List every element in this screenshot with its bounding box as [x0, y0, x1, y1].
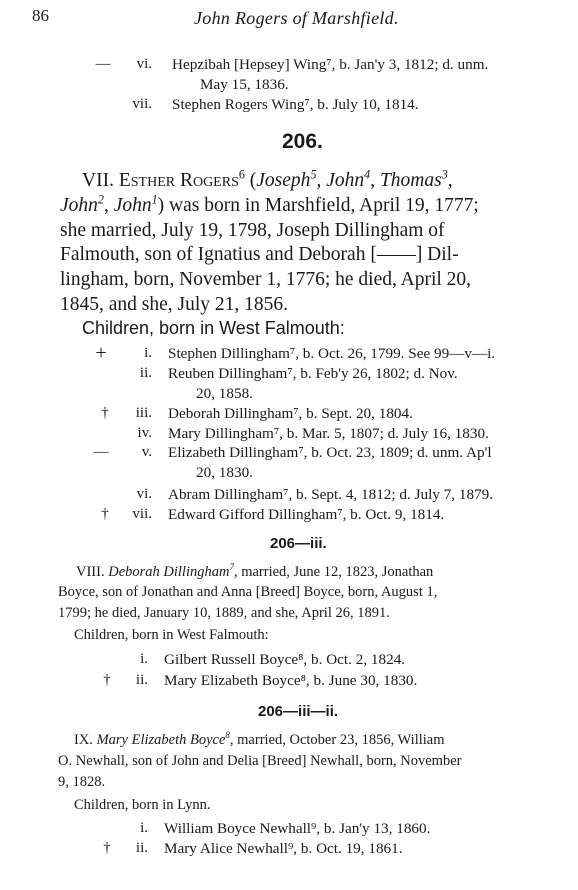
- entry-text: Abram Dillingham⁷, b. Sept. 4, 1812; d. July 7, 1879.: [168, 486, 494, 503]
- paragraph-line: John$^2$, John$^1$) was born in Marshfield, April 19, 1777;: [60, 192, 479, 216]
- entry-number: i.: [140, 651, 148, 667]
- paragraph-line: O. Newhall, son of John and Delia [Breed] Newhall, born, November: [58, 753, 462, 769]
- section-heading: 206—iii.: [270, 535, 327, 552]
- paragraph-line: VIII. Deborah Dillingham$^7$, married, June 12, 1823, Jonathan: [76, 562, 434, 580]
- entry-text: Elizabeth Dillingham⁷, b. Oct. 23, 1809; d. unm. Ap'l: [168, 444, 492, 461]
- section-heading: 206.: [282, 130, 323, 153]
- paragraph-line: IX. Mary Elizabeth Boyce$^8$, married, October 23, 1856, William: [74, 730, 445, 748]
- page-number: 86: [32, 6, 49, 25]
- entry-number: vi.: [136, 56, 152, 72]
- children-intro: Children, born in Lynn.: [74, 797, 211, 813]
- entry-number: vi.: [136, 486, 152, 502]
- children-intro: Children, born in West Falmouth:: [74, 627, 269, 643]
- paragraph-line: VII. Esther Rogers$^6$ (Joseph$^5$, John$^4$, Thomas$^3$,: [82, 167, 453, 191]
- entry-mark: †: [103, 672, 111, 688]
- entry-continuation: 20, 1830.: [196, 464, 253, 481]
- entry-mark: +: [95, 342, 107, 364]
- entry-number: i.: [144, 345, 152, 361]
- section-heading: 206—iii—ii.: [258, 703, 339, 720]
- entry-text: Edward Gifford Dillingham⁷, b. Oct. 9, 1814.: [168, 506, 445, 523]
- person-name: Esther Rogers: [118, 170, 239, 191]
- entry-number: iii.: [135, 405, 152, 421]
- paragraph-line: she married, July 19, 1798, Joseph Dillingham of: [60, 220, 445, 241]
- entry-text: Mary Dillingham⁷, b. Mar. 5, 1807; d. July 16, 1830.: [168, 425, 489, 442]
- entry-mark: —: [93, 444, 109, 460]
- entry-text: Reuben Dillingham⁷, b. Feb'y 26, 1802; d. Nov.: [168, 365, 458, 382]
- running-head: John Rogers of Marshfield.: [194, 8, 399, 28]
- entry-text: Stephen Dillingham⁷, b. Oct. 26, 1799. See 99—v—i.: [168, 345, 496, 362]
- entry-number: v.: [141, 444, 152, 460]
- entry-number: ii.: [135, 840, 148, 856]
- entry-number: iv.: [137, 425, 152, 441]
- generation-numeral: VII.: [82, 170, 114, 191]
- entry-text: Stephen Rogers Wing⁷, b. July 10, 1814.: [172, 96, 419, 113]
- entry-number: i.: [140, 820, 148, 836]
- paragraph-line: 1845, and she, July 21, 1856.: [60, 294, 289, 315]
- entry-number: ii.: [135, 672, 148, 688]
- children-intro: Children, born in West Falmouth:: [82, 318, 345, 338]
- entry-number: vii.: [132, 96, 152, 112]
- entry-text: Deborah Dillingham⁷, b. Sept. 20, 1804.: [168, 405, 413, 422]
- entry-number: vii.: [132, 506, 152, 522]
- entry-text: William Boyce Newhall⁹, b. Jan'y 13, 1860.: [164, 820, 431, 837]
- paragraph-line: lingham, born, November 1, 1776; he died, April 20,: [60, 269, 472, 290]
- paragraph-line: Boyce, son of Jonathan and Anna [Breed] Boyce, born, August 1,: [58, 584, 438, 600]
- paragraph-line: 9, 1828.: [58, 774, 106, 790]
- entry-continuation: 20, 1858.: [196, 385, 253, 402]
- entry-text: Mary Alice Newhall⁹, b. Oct. 19, 1861.: [164, 840, 403, 857]
- entry-text: Mary Elizabeth Boyce⁸, b. June 30, 1830.: [164, 672, 418, 689]
- entry-mark: †: [101, 405, 109, 421]
- paragraph-line: 1799; he died, January 10, 1889, and she, April 26, 1891.: [58, 605, 390, 621]
- entry-text: Hepzibah [Hepsey] Wing⁷, b. Jan'y 3, 1812; d. unm.: [172, 56, 489, 73]
- entry-mark: †: [101, 506, 109, 522]
- entry-continuation: May 15, 1836.: [200, 76, 289, 93]
- entry-text: Gilbert Russell Boyce⁸, b. Oct. 2, 1824.: [164, 651, 406, 668]
- entry-number: ii.: [139, 365, 152, 381]
- paragraph-line: Falmouth, son of Ignatius and Deborah [——] Dil-: [60, 244, 459, 265]
- entry-mark: †: [103, 840, 111, 856]
- entry-mark: —: [95, 56, 111, 72]
